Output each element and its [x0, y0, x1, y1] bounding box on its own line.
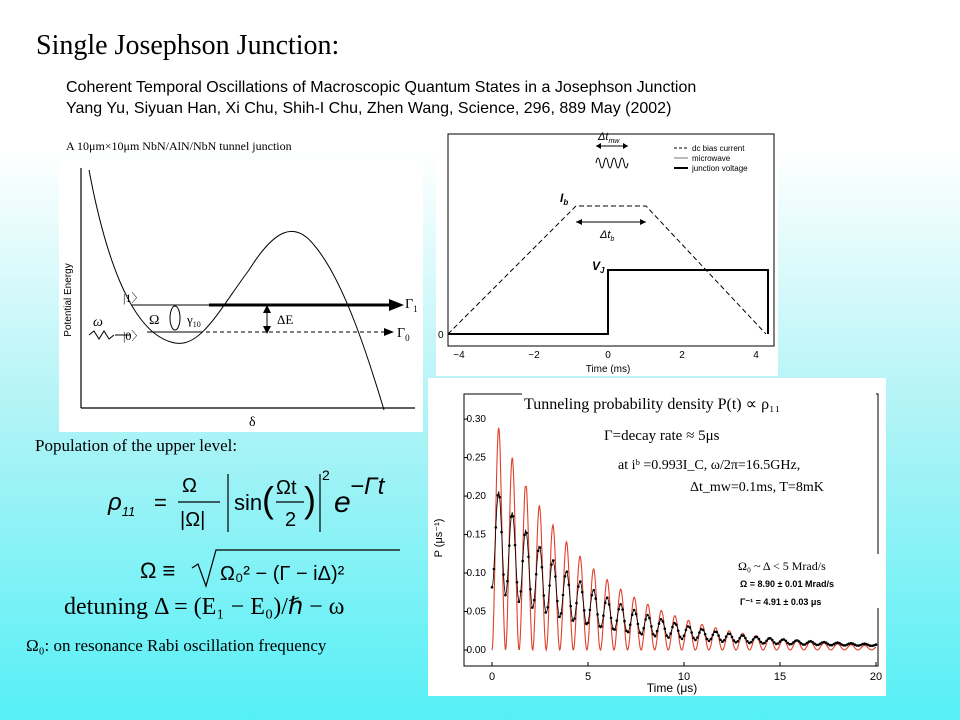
- data-point: [506, 580, 509, 583]
- data-point: [717, 634, 720, 637]
- data-point: [742, 634, 745, 637]
- data-point: [525, 532, 528, 535]
- data-point: [619, 603, 622, 606]
- paren-open: (: [262, 479, 274, 520]
- decay-rate: Γ=decay rate ≈ 5μs: [604, 428, 720, 444]
- data-point: [652, 633, 655, 636]
- data-point: [539, 546, 542, 549]
- data-point: [737, 640, 740, 643]
- data-point: [512, 515, 515, 518]
- data-point: [694, 639, 697, 642]
- legend-dc-bias: dc bias current: [692, 144, 745, 153]
- data-point: [723, 639, 726, 642]
- gamma1-label: $\Gamma_1$: [405, 297, 418, 314]
- data-point: [606, 596, 609, 599]
- tun-y-tick: 0.00: [466, 645, 486, 656]
- data-point: [744, 637, 747, 640]
- data-point: [623, 620, 626, 623]
- data-point: [669, 632, 672, 635]
- tunneling-figure: [428, 378, 886, 696]
- data-point: [577, 585, 580, 588]
- level-0-label: |0〉: [123, 329, 144, 343]
- data-point: [554, 575, 557, 578]
- data-point: [650, 625, 653, 628]
- data-point: [508, 544, 511, 547]
- tun-x-tick: 15: [773, 671, 787, 683]
- power-two: 2: [322, 467, 330, 483]
- junction-caption: A 10μm×10μm NbN/AlN/NbN tunnel junction: [66, 139, 292, 153]
- pulse-x-tick: 0: [605, 350, 611, 361]
- data-point: [681, 638, 684, 641]
- data-point: [631, 614, 634, 617]
- data-point: [500, 531, 503, 534]
- data-point: [677, 629, 680, 632]
- potential-energy-figure: [59, 160, 423, 432]
- dt-mw-label: $\Delta t_{mw}$: [598, 131, 620, 145]
- data-point: [541, 566, 544, 569]
- tun-y-tick: 0.30: [466, 414, 486, 426]
- data-point: [545, 611, 548, 614]
- data-point: [527, 556, 530, 559]
- legend-junction-voltage: junction voltage: [692, 164, 748, 173]
- two: 2: [285, 509, 297, 531]
- data-point: [771, 639, 774, 642]
- tun-y-tick: 0.20: [466, 491, 486, 503]
- data-point: [667, 636, 670, 639]
- tun-y-label: P (μs⁻¹): [433, 518, 445, 558]
- data-point: [642, 627, 645, 630]
- data-point: [535, 573, 538, 576]
- data-point: [608, 603, 611, 606]
- data-point: [715, 631, 718, 634]
- pulse-sequence-figure: [436, 130, 778, 376]
- pulse-x-tick: −2: [528, 350, 540, 361]
- paper-title: Coherent Temporal Oscillations of Macroscopic Quantum States in a Josephson Junction: [66, 79, 697, 96]
- data-point: [533, 599, 536, 602]
- data-point: [587, 622, 590, 625]
- tun-x-tick: 0: [488, 671, 496, 683]
- data-point: [575, 602, 578, 605]
- tun-y-tick: 0.05: [466, 606, 486, 618]
- data-point: [641, 633, 644, 636]
- data-point: [704, 633, 707, 636]
- omega-definition-lhs: Ω ≡: [140, 558, 176, 583]
- conditions-line2: Δt_mw=0.1ms, T=8mK: [690, 480, 824, 495]
- omega-mod-squared: |Ω|: [180, 509, 206, 531]
- omega-t: Ωt: [276, 477, 297, 499]
- data-point: [660, 618, 663, 621]
- data-point: [785, 640, 788, 643]
- data-point: [662, 620, 665, 623]
- data-point: [765, 639, 768, 642]
- data-point: [596, 613, 599, 616]
- detuning-equation: detuning Δ = (E₁ − E₀)/ℏ − ω: [64, 594, 345, 620]
- data-point: [497, 494, 500, 497]
- pulse-x-tick: −4: [453, 350, 465, 361]
- data-point: [593, 589, 596, 592]
- data-point: [756, 636, 759, 639]
- data-point: [752, 638, 755, 641]
- data-point: [798, 640, 801, 643]
- data-point: [546, 606, 549, 609]
- page-title: Single Josephson Junction:: [36, 30, 340, 61]
- pulse-x-tick: 4: [753, 350, 759, 361]
- data-point: [617, 608, 620, 611]
- pe-y-label: Potential Energy: [63, 263, 74, 337]
- data-point: [491, 586, 494, 589]
- data-point: [594, 597, 597, 600]
- data-point: [602, 614, 605, 617]
- data-point: [664, 627, 667, 630]
- data-point: [671, 626, 674, 629]
- data-point: [589, 609, 592, 612]
- data-point: [627, 631, 630, 634]
- paper-authors: Yang Yu, Siyuan Han, Xi Chu, Shih-I Chu, Zhen Wang, Science, 296, 889 May (2002): [66, 100, 672, 117]
- data-point: [591, 594, 594, 597]
- data-point: [523, 534, 526, 537]
- data-point: [564, 575, 567, 578]
- data-point: [731, 636, 734, 639]
- data-point: [706, 638, 709, 641]
- exp-e: e: [334, 486, 351, 519]
- data-point: [493, 568, 496, 571]
- data-point: [729, 633, 732, 636]
- data-point: [548, 584, 551, 587]
- tun-y-tick: 0.10: [466, 568, 486, 580]
- data-point: [529, 588, 532, 591]
- data-point: [656, 630, 659, 633]
- conditions-line1: at iᵇ =0.993I_C, ω/2π=16.5GHz,: [618, 458, 801, 473]
- fit-gamma: Γ⁻¹ = 4.91 ± 0.03 μs: [740, 597, 822, 607]
- data-point: [610, 617, 613, 620]
- data-point: [560, 612, 563, 615]
- tun-x-label: Time (μs): [646, 681, 698, 695]
- data-point: [566, 570, 569, 573]
- data-point: [763, 642, 766, 645]
- population-label: Population of the upper level:: [35, 436, 238, 455]
- data-point: [698, 631, 701, 634]
- rho-symbol: $\rho_{11}$: [108, 489, 136, 519]
- data-point: [569, 605, 572, 608]
- gamma10-label: $\gamma_{10}$: [187, 312, 201, 329]
- omega-label: ω: [93, 315, 103, 330]
- tun-y-tick: 0.25: [466, 452, 486, 464]
- data-point: [683, 634, 686, 637]
- tun-y-tick: 0.15: [466, 529, 486, 541]
- data-point: [777, 642, 780, 645]
- data-point: [579, 580, 582, 583]
- data-point: [696, 636, 699, 639]
- data-point: [531, 606, 534, 609]
- data-point: [644, 618, 647, 621]
- tun-x-tick: 10: [677, 671, 691, 683]
- data-point: [779, 640, 782, 643]
- data-point: [568, 584, 571, 587]
- data-point: [514, 544, 517, 547]
- data-point: [520, 590, 523, 593]
- paren-close: ): [304, 479, 316, 520]
- data-point: [712, 634, 715, 637]
- omega-definition-rhs: Ω₀² − (Γ − iΔ)²: [220, 563, 345, 585]
- level-1-label: |1〉: [123, 291, 144, 305]
- data-point: [725, 635, 728, 638]
- data-point: [648, 617, 651, 620]
- pulse-x-tick: 2: [679, 350, 685, 361]
- pulse-x-label: Time (ms): [585, 364, 631, 375]
- data-point: [758, 638, 761, 641]
- omega0-note: Ω₀: on resonance Rabi oscillation frequency: [26, 636, 327, 655]
- fit-omega: Ω = 8.90 ± 0.01 Mrad/s: [740, 579, 834, 589]
- data-point: [562, 594, 565, 597]
- data-point: [733, 639, 736, 642]
- data-point: [600, 625, 603, 628]
- data-point: [556, 600, 559, 603]
- data-point: [516, 581, 519, 584]
- data-point: [665, 634, 668, 637]
- data-point: [689, 626, 692, 629]
- pe-x-label: δ: [249, 415, 256, 430]
- data-point: [604, 602, 607, 605]
- data-point: [679, 636, 682, 639]
- data-point: [616, 619, 619, 622]
- data-point: [629, 623, 632, 626]
- data-point: [637, 623, 640, 626]
- data-point: [738, 637, 741, 640]
- omega-cap-label: Ω: [149, 313, 160, 328]
- data-point: [543, 594, 546, 597]
- data-point: [710, 638, 713, 641]
- data-point: [521, 560, 524, 563]
- tun-x-tick: 20: [869, 671, 883, 683]
- data-point: [558, 616, 561, 619]
- data-point: [504, 594, 507, 597]
- data-point: [685, 629, 688, 632]
- data-point: [621, 608, 624, 611]
- data-point: [583, 609, 586, 612]
- data-point: [633, 609, 636, 612]
- dt-b-label: $\Delta t_b$: [600, 229, 615, 243]
- data-point: [614, 628, 617, 631]
- data-point: [658, 622, 661, 625]
- omega0-squared: Ω: [182, 475, 197, 497]
- omega-delta-note: Ω₀ ~ Δ < 5 Mrad/s: [738, 559, 826, 573]
- vj-label: $V_J$: [592, 259, 605, 275]
- data-point: [702, 629, 705, 632]
- data-point: [495, 526, 498, 529]
- data-point: [518, 601, 521, 604]
- gamma0-label: $\Gamma_0$: [397, 326, 410, 343]
- legend-microwave: microwave: [692, 154, 731, 163]
- sin-function: sin: [234, 490, 263, 515]
- data-point: [635, 613, 638, 616]
- ib-label: $I_b$: [560, 191, 569, 207]
- data-point: [498, 496, 501, 499]
- tun-x-tick: 5: [584, 671, 592, 683]
- data-point: [675, 623, 678, 626]
- data-point: [646, 614, 649, 617]
- pulse-y-tick: 0: [438, 330, 444, 341]
- data-point: [875, 643, 878, 646]
- data-point: [692, 637, 695, 640]
- data-point: [502, 573, 505, 576]
- tunneling-title: Tunneling probability density P(t) ∝ ρ₁₁: [524, 396, 781, 413]
- exp-power: −Γt: [350, 473, 385, 500]
- data-point: [537, 550, 540, 553]
- equals-sign: =: [154, 490, 167, 515]
- data-point: [654, 635, 657, 638]
- data-point: [573, 617, 576, 620]
- data-point: [708, 640, 711, 643]
- data-point: [571, 619, 574, 622]
- data-point: [750, 641, 753, 644]
- delta-e-label: ΔE: [277, 312, 294, 327]
- data-point: [552, 559, 555, 562]
- data-point: [550, 563, 553, 566]
- data-point: [581, 591, 584, 594]
- data-point: [690, 631, 693, 634]
- data-point: [719, 639, 722, 642]
